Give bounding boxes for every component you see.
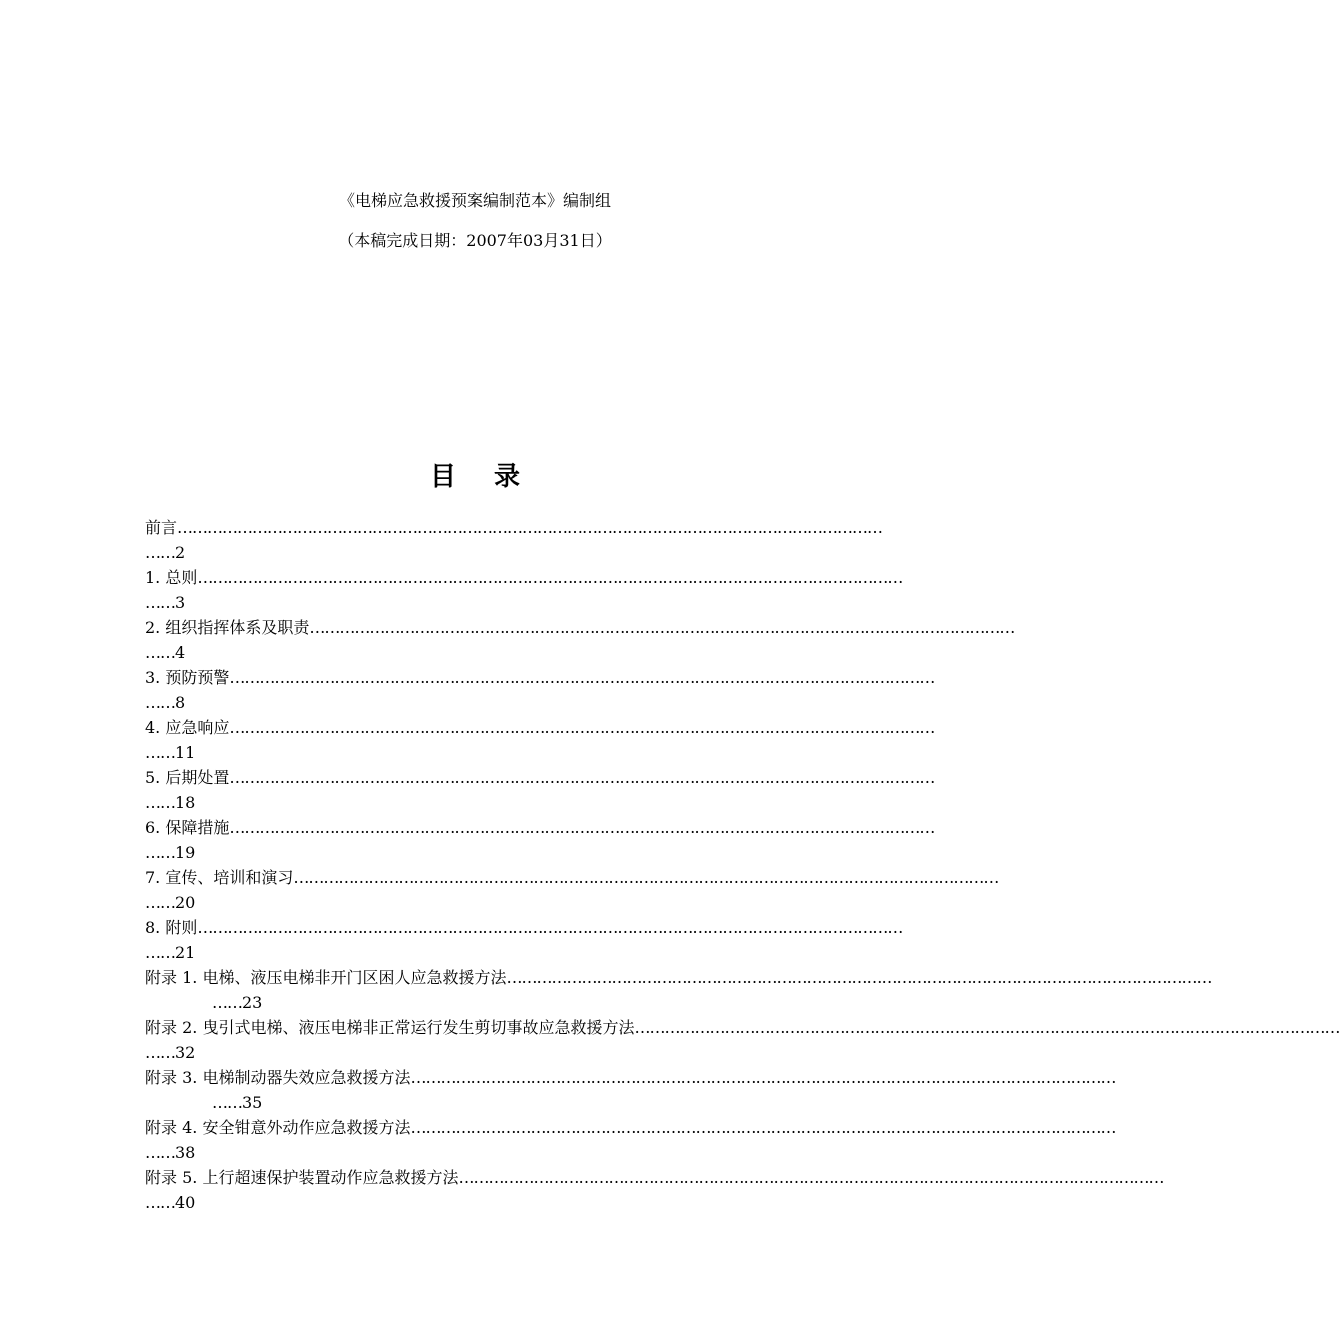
toc-entry[interactable] (145, 1115, 1116, 1165)
toc-page-number: 20 (175, 893, 196, 912)
toc-entry[interactable] (145, 865, 999, 915)
toc-leader-dots: …… (145, 893, 175, 912)
toc-leader-dots: …………………………………………………………………………………………………………………………… (229, 718, 935, 737)
toc-page-number: 35 (242, 1093, 263, 1112)
toc-page-number: 3 (175, 593, 186, 612)
toc-entry-label: 附录 4. 安全钳意外动作应急救援方法 (145, 1118, 411, 1137)
toc-leader-dots: …………………………………………………………………………………………………………………………… (229, 818, 935, 837)
toc-page-number: 38 (175, 1143, 196, 1162)
toc-page-number: 8 (175, 693, 186, 712)
toc-entry-label: 前言 (145, 518, 178, 537)
toc-page-number: 19 (175, 843, 196, 862)
toc-leader-dots: …… (145, 843, 175, 862)
toc-entry[interactable] (145, 515, 883, 565)
toc-entry[interactable] (145, 1015, 1339, 1065)
toc-entry[interactable] (145, 715, 935, 765)
toc-page-number: 21 (175, 943, 196, 962)
toc-leader-dots: …… (145, 943, 175, 962)
toc-leader-dots: …………………………………………………………………………………………………………………………… (458, 1168, 1164, 1187)
toc-leader-dots: …………………………………………………………………………………………………………………………… (229, 668, 935, 687)
toc-leader-dots: …… (145, 693, 175, 712)
toc-leader-dots: …………………………………………………………………………………………………………………………… (309, 618, 1015, 637)
toc-entry[interactable] (145, 965, 1212, 1015)
toc-entry[interactable] (145, 1065, 1116, 1115)
toc-leader-dots: …… (145, 793, 175, 812)
toc-page-number: 32 (175, 1043, 196, 1062)
toc-leader-dots: …………………………………………………………………………………………………………………………… (506, 968, 1212, 987)
toc-entry[interactable] (145, 915, 903, 965)
toc-leader-dots: …… (145, 593, 175, 612)
toc-leader-dots: …… (145, 543, 175, 562)
toc-leader-dots: …………………………………………………………………………………………………………………………… (197, 918, 903, 937)
toc-title: 目录 (429, 462, 558, 492)
toc-entry-label: 5. 后期处置 (145, 768, 230, 787)
toc-entry-label: 附录 5. 上行超速保护装置动作应急救援方法 (145, 1168, 459, 1187)
toc-entry-label: 2. 组织指挥体系及职责 (145, 618, 310, 637)
toc-entry[interactable] (145, 615, 1015, 665)
toc-page-number: 4 (175, 643, 186, 662)
toc-page-number: 23 (242, 993, 263, 1012)
compiler-credit: 《电梯应急救援预案编制范本》编制组 (338, 191, 611, 210)
toc-leader-dots: …… (145, 1043, 175, 1062)
toc-entry[interactable] (145, 665, 935, 715)
toc-entry-label: 6. 保障措施 (145, 818, 230, 837)
toc-entry-label: 4. 应急响应 (145, 718, 230, 737)
table-of-contents (145, 515, 1339, 1215)
toc-page-number: 2 (175, 543, 186, 562)
toc-entry[interactable] (145, 565, 903, 615)
toc-leader-dots: …… (145, 743, 175, 762)
toc-entry-label: 附录 1. 电梯、液压电梯非开门区困人应急救援方法 (145, 968, 507, 987)
toc-entry-label: 1. 总则 (145, 568, 198, 587)
toc-leader-dots: …… (145, 1143, 175, 1162)
toc-page-number: 18 (175, 793, 196, 812)
toc-entry[interactable] (145, 765, 935, 815)
toc-entry-label: 7. 宣传、培训和演习 (145, 868, 294, 887)
toc-leader-dots: …………………………………………………………………………………………………………………………… (293, 868, 999, 887)
toc-entry-label: 3. 预防预警 (145, 668, 230, 687)
toc-entry-label: 8. 附则 (145, 918, 198, 937)
toc-leader-dots: …………………………………………………………………………………………………………………………… (634, 1018, 1339, 1037)
toc-page-number: 11 (175, 743, 196, 762)
toc-leader-dots: …………………………………………………………………………………………………………………………… (177, 518, 883, 537)
toc-page-number: 40 (175, 1193, 196, 1212)
toc-entry[interactable] (145, 815, 935, 865)
toc-leader-dots: …… (212, 1093, 242, 1112)
toc-leader-dots: …… (145, 643, 175, 662)
toc-leader-dots: …… (212, 993, 242, 1012)
toc-leader-dots: …………………………………………………………………………………………………………………………… (410, 1068, 1116, 1087)
toc-entry[interactable] (145, 1165, 1164, 1215)
toc-leader-dots: …… (145, 1193, 175, 1212)
toc-leader-dots: …………………………………………………………………………………………………………………………… (197, 568, 903, 587)
toc-leader-dots: …………………………………………………………………………………………………………………………… (229, 768, 935, 787)
toc-entry-label: 附录 3. 电梯制动器失效应急救援方法 (145, 1068, 411, 1087)
toc-leader-dots: …………………………………………………………………………………………………………………………… (410, 1118, 1116, 1137)
completion-date: （本稿完成日期：2007年03月31日） (338, 231, 612, 250)
toc-entry-label: 附录 2. 曳引式电梯、液压电梯非正常运行发生剪切事故应急救援方法 (145, 1018, 635, 1037)
